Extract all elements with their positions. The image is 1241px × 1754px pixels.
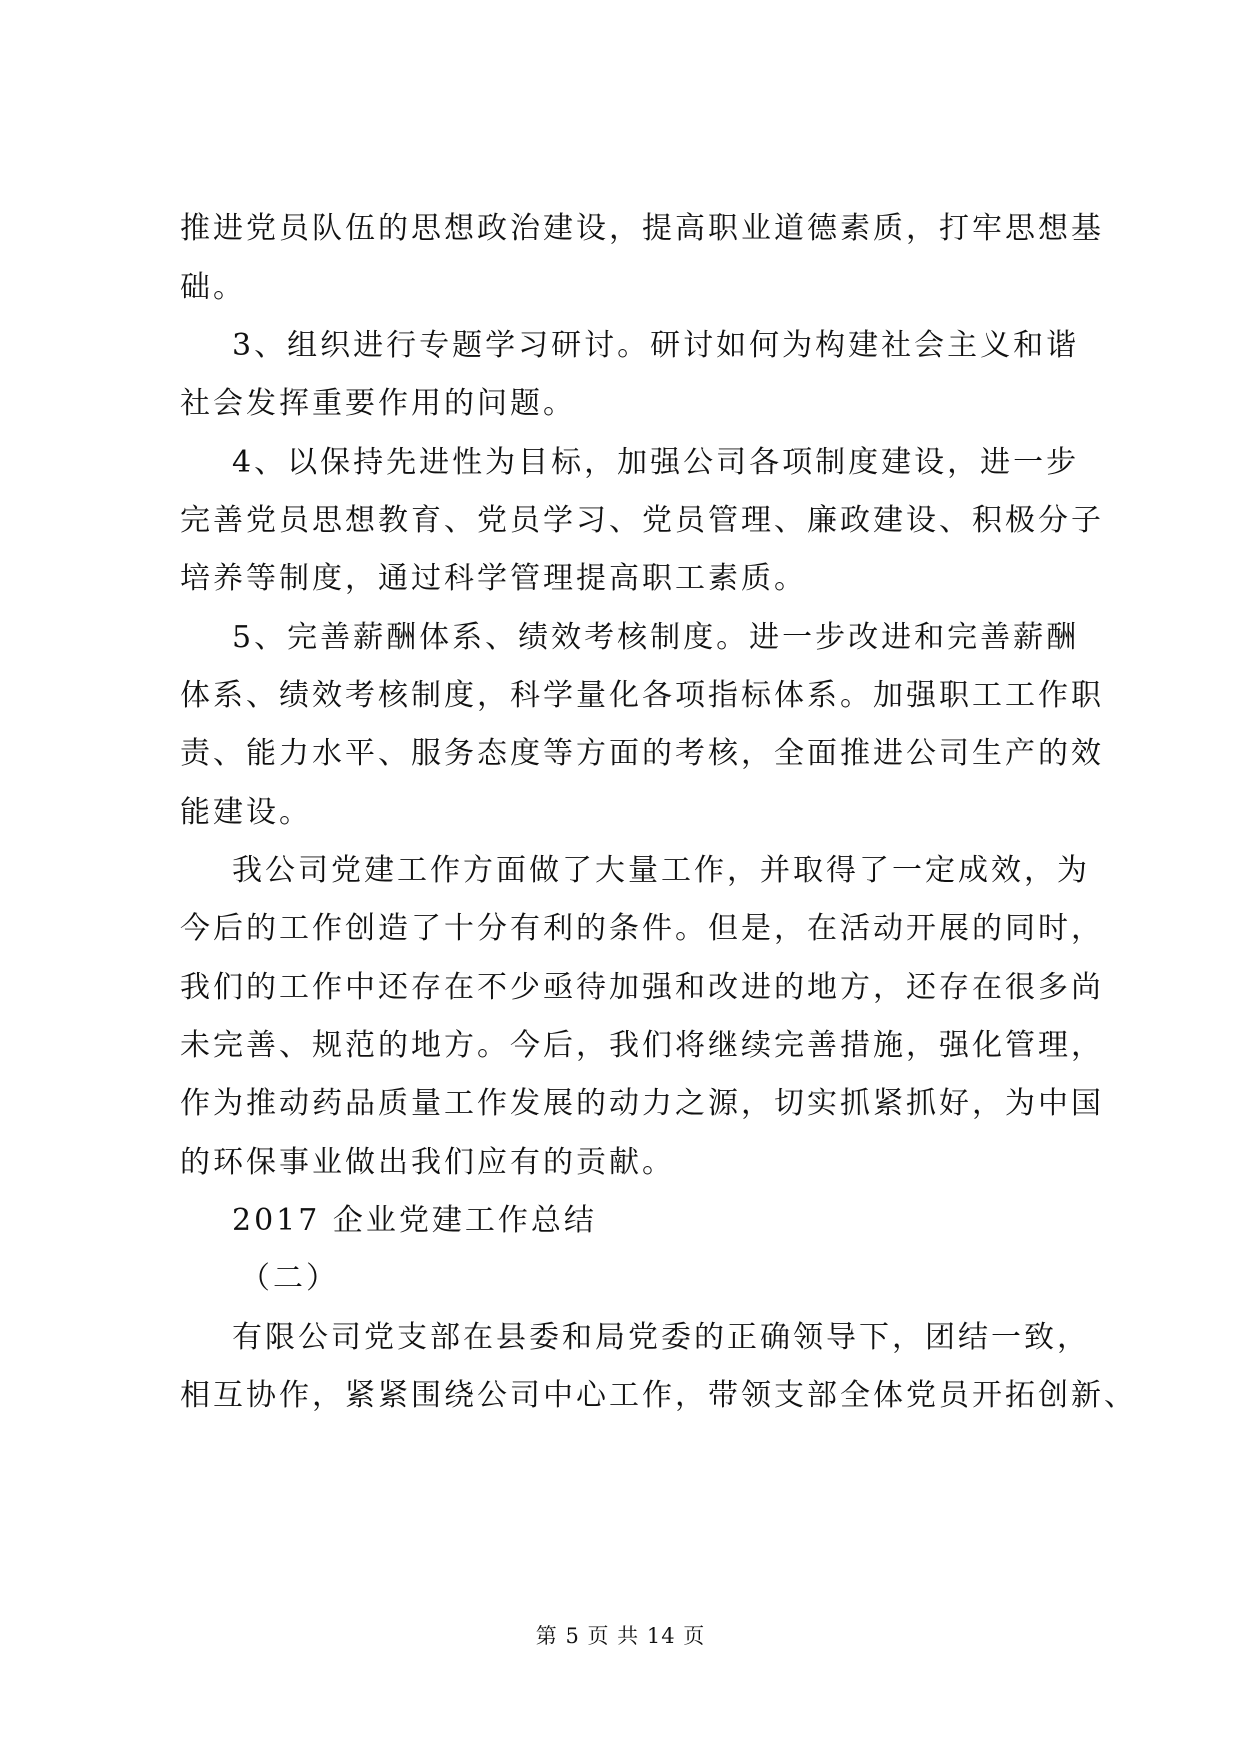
section-title: 2017 企业党建工作总结 [232,1203,597,1238]
paragraph-line: 未完善、规范的地方。今后，我们将继续完善措施，强化管理， [180,1028,1104,1063]
list-item-4-line: 完善党员思想教育、党员学习、党员管理、廉政建设、积极分子 [180,503,1104,538]
body-text-line: 推进党员队伍的思想政治建设，提高职业道德素质，打牢思想基 [180,211,1104,246]
list-item-4-line: 培养等制度，通过科学管理提高职工素质。 [180,561,807,596]
section-subtitle: （二） [240,1261,339,1296]
list-item-5-line: 5、完善薪酬体系、绩效考核制度。进一步改进和完善薪酬 [232,620,1080,655]
paragraph-line: 我公司党建工作方面做了大量工作，并取得了一定成效，为 [232,853,1090,888]
page-number-footer: 第 5 页 共 14 页 [535,1624,706,1648]
body-text-line: 础。 [180,270,246,305]
paragraph-line: 我们的工作中还存在不少亟待加强和改进的地方，还存在很多尚 [180,970,1104,1005]
list-item-5-line: 体系、绩效考核制度，科学量化各项指标体系。加强职工工作职 [180,678,1104,713]
paragraph-line: 有限公司党支部在县委和局党委的正确领导下，团结一致， [232,1320,1090,1355]
list-item-5-line: 责、能力水平、服务态度等方面的考核，全面推进公司生产的效 [180,736,1104,771]
list-item-3-line: 社会发挥重要作用的问题。 [180,386,576,421]
paragraph-line: 相互协作，紧紧围绕公司中心工作，带领支部全体党员开拓创新、 [180,1378,1137,1413]
list-item-3-line: 3、组织进行专题学习研讨。研讨如何为构建社会主义和谐 [232,328,1080,363]
list-item-5-line: 能建设。 [180,795,312,830]
paragraph-line: 今后的工作创造了十分有利的条件。但是，在活动开展的同时， [180,911,1104,946]
paragraph-line: 的环保事业做出我们应有的贡献。 [180,1145,675,1180]
paragraph-line: 作为推动药品质量工作发展的动力之源，切实抓紧抓好，为中国 [180,1086,1104,1121]
list-item-4-line: 4、以保持先进性为目标，加强公司各项制度建设，进一步 [232,445,1080,480]
